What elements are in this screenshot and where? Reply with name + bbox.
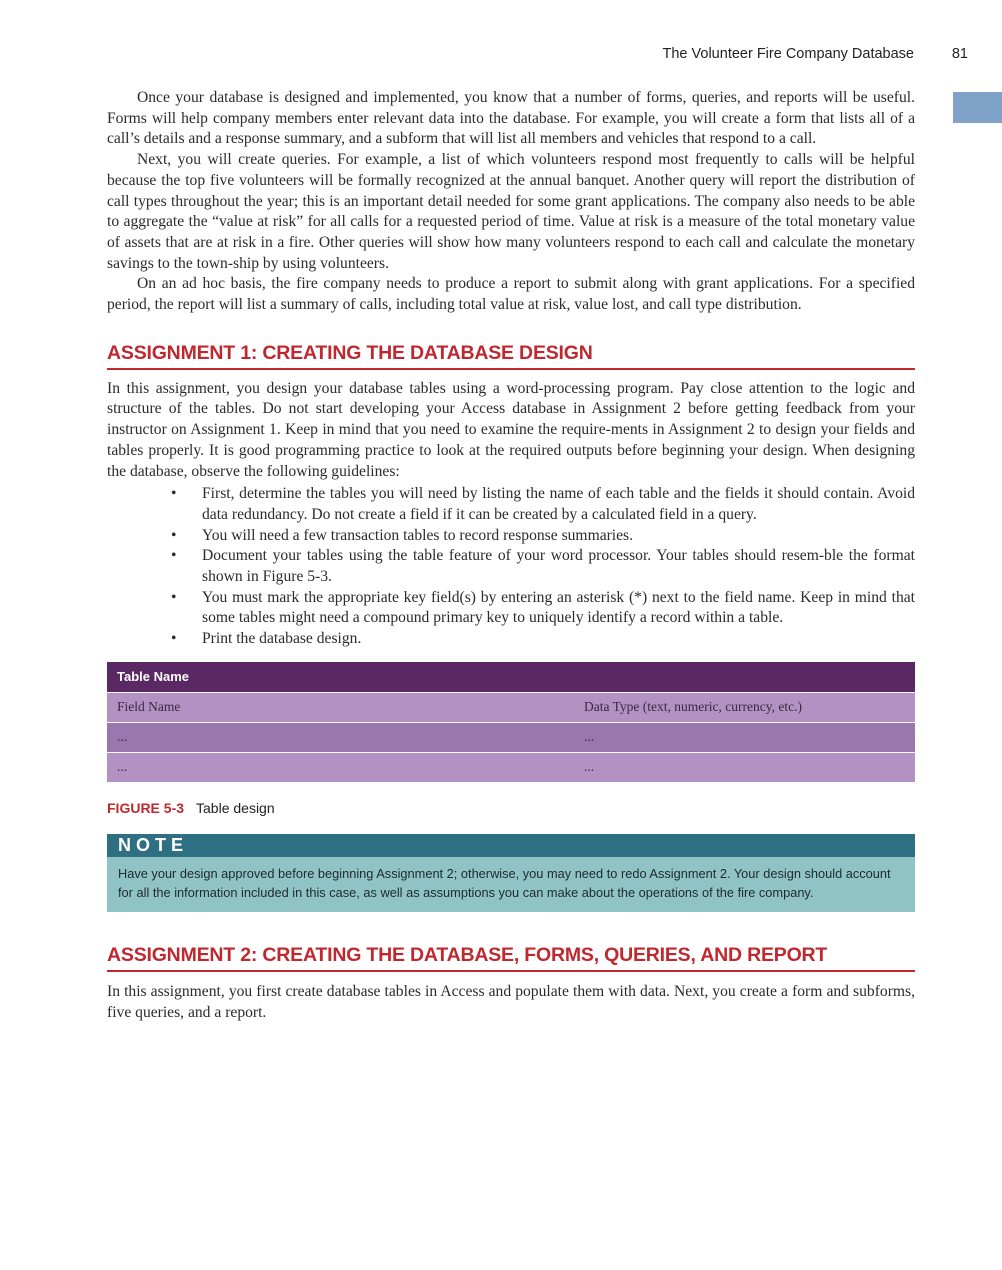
chapter-tab-marker: [953, 92, 1002, 123]
table-design-figure: [107, 662, 915, 782]
table-row: [107, 722, 915, 752]
bullet-icon: •: [171, 547, 177, 565]
bullet-icon: •: [171, 630, 177, 648]
guideline-item: [107, 588, 915, 629]
page-content: [107, 88, 915, 1023]
guideline-item: [107, 484, 915, 525]
table-cell: ...: [107, 722, 574, 752]
table-cell: Field Name: [107, 692, 574, 722]
table-row: [107, 752, 915, 782]
figure-table-header-row: [107, 662, 915, 693]
assignment1-paragraph: In this assignment, you design your database tables using a word-processing program. Pay close attention to the logic and structure of the tables. Do not start developing your Access database in Assignment 2 before getting feedback from your instructor on Assignment 1. Keep in mind that you need to examine the require-ments in Assignment 2 to design your fields and tables properly. It is good programming practice to look at the required outputs before beginning your design. When designing the database, observe the following guidelines:: [107, 379, 915, 480]
guideline-item: [107, 546, 915, 587]
guideline-text: Print the database design.: [202, 630, 362, 648]
table-cell: ...: [574, 752, 915, 782]
table-row: [107, 692, 915, 722]
bullet-icon: •: [171, 485, 177, 503]
guideline-text: Document your tables using the table feature of your word processor. Your tables should resem-ble the format shown in Figure 5-3.: [202, 547, 915, 586]
figure-caption-text: Table design: [196, 799, 275, 816]
guideline-item: [107, 629, 915, 650]
page-number: 81: [951, 46, 968, 62]
running-head-title: The Volunteer Fire Company Database: [662, 46, 914, 62]
bullet-icon: •: [171, 526, 177, 544]
figure-label: FIGURE 5-3: [107, 799, 185, 816]
table-cell: Data Type (text, numeric, currency, etc.): [574, 692, 915, 722]
bullet-icon: •: [171, 588, 177, 606]
note-box: [107, 834, 915, 912]
note-text: Have your design approved before beginning Assignment 2; otherwise, you may need to redo Assignment 2. Your design should account for all the information included in this case, as well as assumptions you can make about the operations of the fire company.: [107, 857, 915, 912]
guideline-text: You must mark the appropriate key field(s) by entering an asterisk (*) next to the field name. Keep in mind that some tables might need a compound primary key to uniquely identify a record within a table.: [202, 588, 915, 627]
table-cell: ...: [574, 722, 915, 752]
guidelines-list: [107, 484, 915, 650]
assignment2-paragraph: In this assignment, you first create database tables in Access and populate them with data. Next, you create a form and subforms, five queries, and a report.: [107, 982, 915, 1021]
assignment1-heading: ASSIGNMENT 1: CREATING THE DATABASE DESIGN: [107, 342, 915, 370]
note-title: NOTE: [107, 834, 915, 857]
figure-caption: [107, 800, 915, 816]
intro-paragraph-1: Once your database is designed and implemented, you know that a number of forms, queries, and reports will be useful. Forms will help company members enter relevant data into the database. For example, you will create a form that lists all of a call’s details and a response summary, and a subform that will list all members and vehicles that respond to a call.: [107, 89, 915, 148]
figure-table-header: Table Name: [107, 662, 915, 693]
guideline-text: First, determine the tables you will need by listing the name of each table and the fields it should contain. Avoid data redundancy. Do not create a field if it can be created by a calculated field in a query.: [202, 485, 915, 523]
intro-paragraph-3: On an ad hoc basis, the fire company needs to produce a report to submit along with grant applications. For a specified period, the report will list a summary of calls, including total value at risk, value lost, and call type distribution.: [107, 275, 915, 314]
running-head: [0, 46, 1002, 66]
guideline-text: You will need a few transaction tables to record response summaries.: [202, 526, 634, 544]
table-cell: ...: [107, 752, 574, 782]
guideline-item: [107, 526, 915, 547]
intro-paragraph-2: Next, you will create queries. For example, a list of which volunteers respond most frequently to calls will be helpful because the top five volunteers will be formally recognized at the annual banquet. Another query will report the distribution of call types throughout the year; this is an important detail needed for some grant applications. The company also needs to be able to aggregate the “value at risk” for all calls for a requested period of time. Value at risk is a measure of the total monetary value of assets that are at risk in a fire. Other queries will show how many volunteers respond to each call and calculate the monetary savings to the town-ship by using volunteers.: [107, 151, 915, 272]
assignment2-heading: ASSIGNMENT 2: CREATING THE DATABASE, FORMS, QUERIES, AND REPORT: [107, 944, 915, 972]
